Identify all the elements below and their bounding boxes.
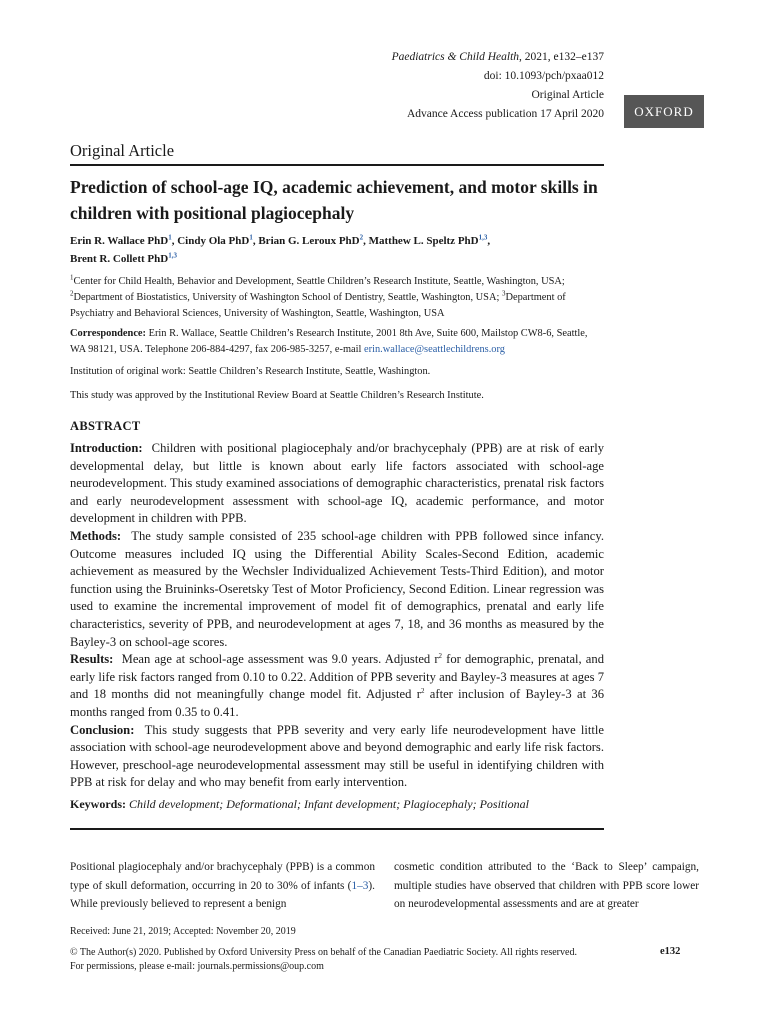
affiliations: $^1$Center for Child Health, Behavior and Development, Seattle Children’s Research Institute, Seattle, Washington, USA; $^2$Department of Biostatistics, University of Washington School of Dentistry, Seattle, Washington, USA; $^3$Department of Psychiatry and Behavioral Sciences, University of Washington, Seattle, Washington, USA: [70, 273, 566, 319]
article-type: Original Article: [531, 89, 604, 101]
permissions: For permissions, please e-mail: journals.permissions@oup.com: [70, 961, 324, 972]
author-list: Erin R. Wallace PhD$^1$, Cindy Ola PhD$^1$, Brian G. Leroux PhD$^2$, Matthew L. Speltz PhD$^{1,3}$, Brent R. Collett PhD$^{1,3}$: [70, 233, 491, 265]
institution-note: Institution of original work: Seattle Children’s Research Institute, Seattle, Washington.: [70, 366, 431, 377]
abstract-conclusion: Conclusion: This study suggests that PPB severity and very early life neurodevelopment have little association with school-age neurodevelopment above and beyond demographic and early life risk factors. However, preschool-age neurodevelopmental assessment may still be useful in identifying children with PPB at risk for delay and who may benefit from early intervention.: [70, 722, 604, 790]
citation-link[interactable]: 1–3: [351, 879, 369, 892]
abstract-methods: Methods: The study sample consisted of 235 school-age children with PPB followed since infancy. Outcome measures included IQ using the Differential Ability Scales-Second Edition, academic achievement as measured by the Wechsler Individualized Achievement Tests-Third Edition), and motor function using the Bruininks-Oseretsky Test of Motor Proficiency, Second Edition. Linear regression was used to examine the incremental improvement of model fit of demographics, prenatal and early life characteristics, severity of PPB, and neurodevelopment at ages 7, 18, and 36 months as measured by the Bayley-3 on school-age scores.: [70, 528, 604, 649]
oxford-logo: OXFORD: [624, 95, 704, 128]
abstract-results: Results: Mean age at school-age assessment was 9.0 years. Adjusted $r^2$ for demographic, prenatal, and early life risk factors ranged from 0.10 to 0.22. Addition of PPB severity and Bayley-3 measures at ages 7 and 18 months did not meaningfully change model fit. Adjusted $r^2$ after inclusion of Bayley-3 at 36 months ranged from 0.35 to 0.41.: [70, 651, 605, 719]
doi[interactable]: doi: 10.1093/pch/pxaa012: [483, 70, 604, 82]
irb-note: This study was approved by the Institutional Review Board at Seattle Children’s Research Institute.: [70, 390, 484, 401]
access-date: Advance Access publication 17 April 2020: [406, 108, 604, 120]
article-title: Prediction of school-age IQ, academic achievement, and motor skills in children with positional plagiocephaly: [70, 177, 598, 223]
page-number: e132: [660, 946, 681, 957]
correspondence: Correspondence: Erin R. Wallace, Seattle Children’s Research Institute, 2001 8th Ave, Suite 600, Mailstop CW8-6, Seattle, WA 98121, USA. Telephone 206-884-4297, fax 206-985-3257, e-mail erin.wallace@seattlechildrens.org: [70, 328, 588, 355]
body-column-right: cosmetic condition attributed to the ‘Back to Sleep’ campaign, multiple studies have observed that children with PPB score lower on neurodevelopmental assessments and are at greater: [394, 861, 699, 911]
author-name[interactable]: Cindy Ola PhD: [177, 235, 250, 247]
email-link[interactable]: erin.wallace@seattlechildrens.org: [364, 344, 505, 355]
header-rule: [70, 164, 604, 166]
author-name[interactable]: Matthew L. Speltz PhD: [368, 235, 479, 247]
author-name[interactable]: Brent R. Collett PhD: [70, 253, 169, 265]
abstract-rule: [70, 828, 604, 830]
copyright: © The Author(s) 2020. Published by Oxford University Press on behalf of the Canadian Paediatric Society. All rights reserved.: [70, 947, 577, 958]
received-dates: Received: June 21, 2019; Accepted: November 20, 2019: [70, 926, 296, 937]
author-name[interactable]: Brian G. Leroux PhD: [258, 235, 360, 247]
abstract-body: [70, 440, 604, 792]
body-column-left: Positional plagiocephaly and/or brachycephaly (PPB) is a common type of skull deformation, occurring in 20 to 30% of infants (1–3). While previously believed to represent a benign: [70, 861, 375, 911]
abstract-introduction: Introduction: Children with positional plagiocephaly and/or brachycephaly (PPB) are at risk of early developmental delay, but little is known about early life factors associated with school-age neurodevelopment. This study examined associations of demographic characteristics, prenatal risk factors and early neurodevelopment assessment with school-age IQ, academic performance, and motor development in children with PPB.: [70, 441, 605, 526]
author-name[interactable]: Erin R. Wallace PhD: [70, 235, 169, 247]
keywords: Keywords: Child development; Deformational; Infant development; Plagiocephaly; Positional: [70, 797, 529, 811]
abstract-heading: ABSTRACT: [70, 419, 141, 433]
section-label: Original Article: [70, 141, 175, 160]
journal-citation: Paediatrics & Child Health, 2021, e132–e137: [391, 51, 604, 63]
